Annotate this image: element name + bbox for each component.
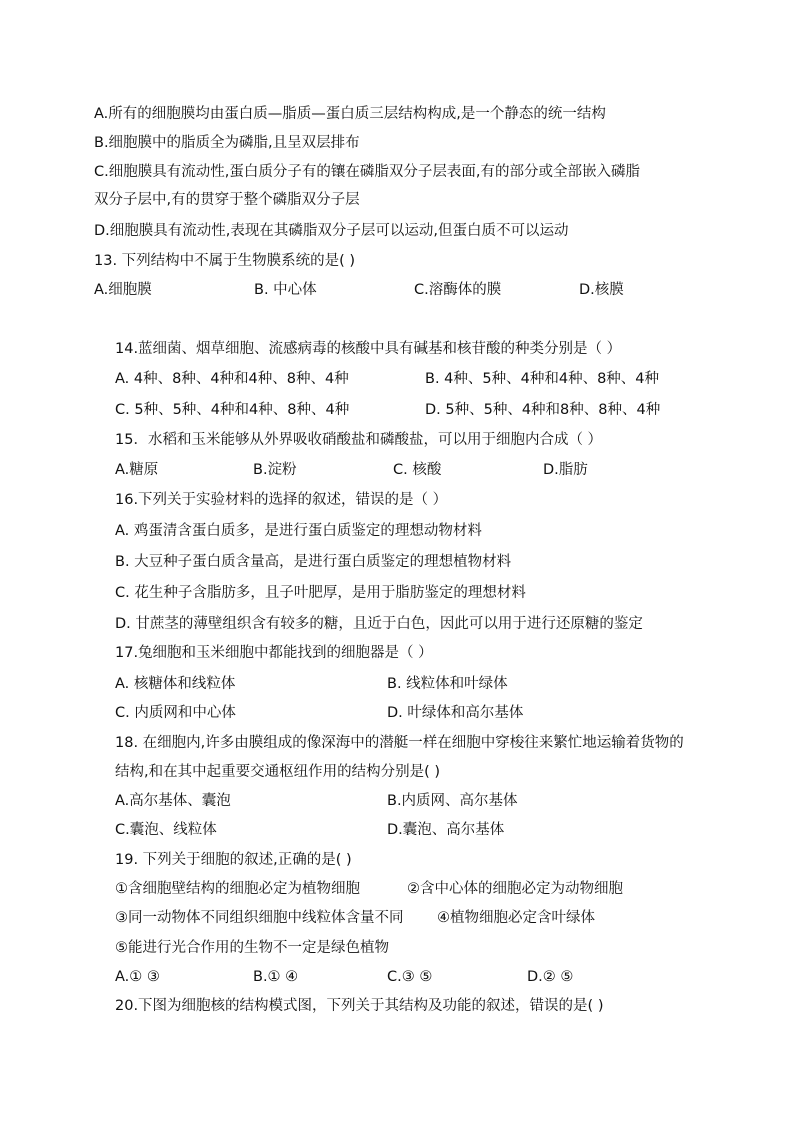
q19-stem: 19. 下列关于细胞的叙述,正确的是( ) bbox=[115, 852, 352, 868]
q16-stem: 16.下列关于实验材料的选择的叙述，错误的是（ ） bbox=[115, 492, 448, 508]
q19-statement-3: ③同一动物体不同组织细胞中线粒体含量不同 bbox=[115, 910, 404, 926]
q18-option-a: A.高尔基体、囊泡 bbox=[115, 793, 231, 809]
q18-option-d: D.囊泡、高尔基体 bbox=[387, 822, 505, 838]
q17-option-c: C. 内质网和中心体 bbox=[115, 705, 236, 721]
q12-option-c-line2: 双分子层中,有的贯穿于整个磷脂双分子层 bbox=[94, 192, 360, 208]
q17-option-d: D. 叶绿体和高尔基体 bbox=[387, 705, 524, 721]
q14-option-c: C. 5种、5种、4种和4种、8种、4种 bbox=[115, 402, 350, 418]
q17-stem: 17.兔细胞和玉米细胞中都能找到的细胞器是（ ） bbox=[115, 645, 433, 661]
q14-option-b: B. 4种、5种、4种和4种、8种、4种 bbox=[425, 371, 660, 387]
q13-option-a: A.细胞膜 bbox=[94, 282, 152, 298]
q19-statement-4: ④植物细胞必定含叶绿体 bbox=[437, 910, 595, 926]
q13-option-c: C.溶酶体的膜 bbox=[414, 282, 502, 298]
q15-option-c: C. 核酸 bbox=[393, 462, 442, 478]
q18-option-c: C.囊泡、线粒体 bbox=[115, 822, 217, 838]
q13-option-d: D.核膜 bbox=[579, 282, 624, 298]
q19-statement-5: ⑤能进行光合作用的生物不一定是绿色植物 bbox=[115, 940, 389, 956]
q16-option-b: B. 大豆种子蛋白质含量高，是进行蛋白质鉴定的理想植物材料 bbox=[115, 554, 512, 570]
q14-stem: 14.蓝细菌、烟草细胞、流感病毒的核酸中具有碱基和核苷酸的种类分别是（ ） bbox=[115, 341, 622, 357]
q12-option-d: D.细胞膜具有流动性,表现在其磷脂双分子层可以运动,但蛋白质不可以运动 bbox=[94, 223, 569, 239]
q12-option-b: B.细胞膜中的脂质全为磷脂,且呈双层排布 bbox=[94, 135, 360, 151]
q16-option-c: C. 花生种子含脂肪多，且子叶肥厚，是用于脂肪鉴定的理想材料 bbox=[115, 585, 526, 601]
q15-stem: 15．水稻和玉米能够从外界吸收硝酸盐和磷酸盐，可以用于细胞内合成（ ） bbox=[115, 432, 603, 448]
q20-stem: 20.下图为细胞核的结构模式图，下列关于其结构及功能的叙述，错误的是( ) bbox=[115, 998, 604, 1014]
q19-option-d: D.② ⑤ bbox=[527, 969, 574, 985]
q19-statement-1: ①含细胞壁结构的细胞必定为植物细胞 bbox=[115, 881, 360, 897]
q14-option-a: A. 4种、8种、4种和4种、8种、4种 bbox=[115, 371, 349, 387]
q14-option-d: D. 5种、5种、4种和8种、8种、4种 bbox=[425, 402, 661, 418]
q19-option-c: C.③ ⑤ bbox=[387, 969, 433, 985]
q18-stem-line1: 18. 在细胞内,许多由膜组成的像深海中的潜艇一样在细胞中穿梭往来繁忙地运输着货物的 bbox=[115, 735, 684, 751]
q19-statement-2: ②含中心体的细胞必定为动物细胞 bbox=[407, 881, 623, 897]
q13-option-b: B. 中心体 bbox=[254, 282, 317, 298]
q17-option-b: B. 线粒体和叶绿体 bbox=[387, 676, 508, 692]
q15-option-a: A.糖原 bbox=[115, 462, 159, 478]
q16-option-d: D. 甘蔗茎的薄壁组织含有较多的糖，且近于白色，因此可以用于进行还原糖的鉴定 bbox=[115, 616, 643, 632]
q18-stem-line2: 结构,和在其中起重要交通枢纽作用的结构分别是( ) bbox=[115, 764, 441, 780]
q18-option-b: B.内质网、高尔基体 bbox=[387, 793, 518, 809]
q15-option-d: D.脂肪 bbox=[543, 462, 588, 478]
q19-option-b: B.① ④ bbox=[253, 969, 299, 985]
q17-option-a: A. 核糖体和线粒体 bbox=[115, 676, 236, 692]
q15-option-b: B.淀粉 bbox=[253, 462, 297, 478]
q16-option-a: A. 鸡蛋清含蛋白质多，是进行蛋白质鉴定的理想动物材料 bbox=[115, 523, 482, 539]
q13-stem: 13. 下列结构中不属于生物膜系统的是( ) bbox=[94, 253, 356, 269]
q12-option-a: A.所有的细胞膜均由蛋白质—脂质—蛋白质三层结构构成,是一个静态的统一结构 bbox=[94, 106, 606, 122]
q12-option-c-line1: C.细胞膜具有流动性,蛋白质分子有的镶在磷脂双分子层表面,有的部分或全部嵌入磷脂 bbox=[94, 164, 640, 180]
q19-option-a: A.① ③ bbox=[115, 969, 160, 985]
